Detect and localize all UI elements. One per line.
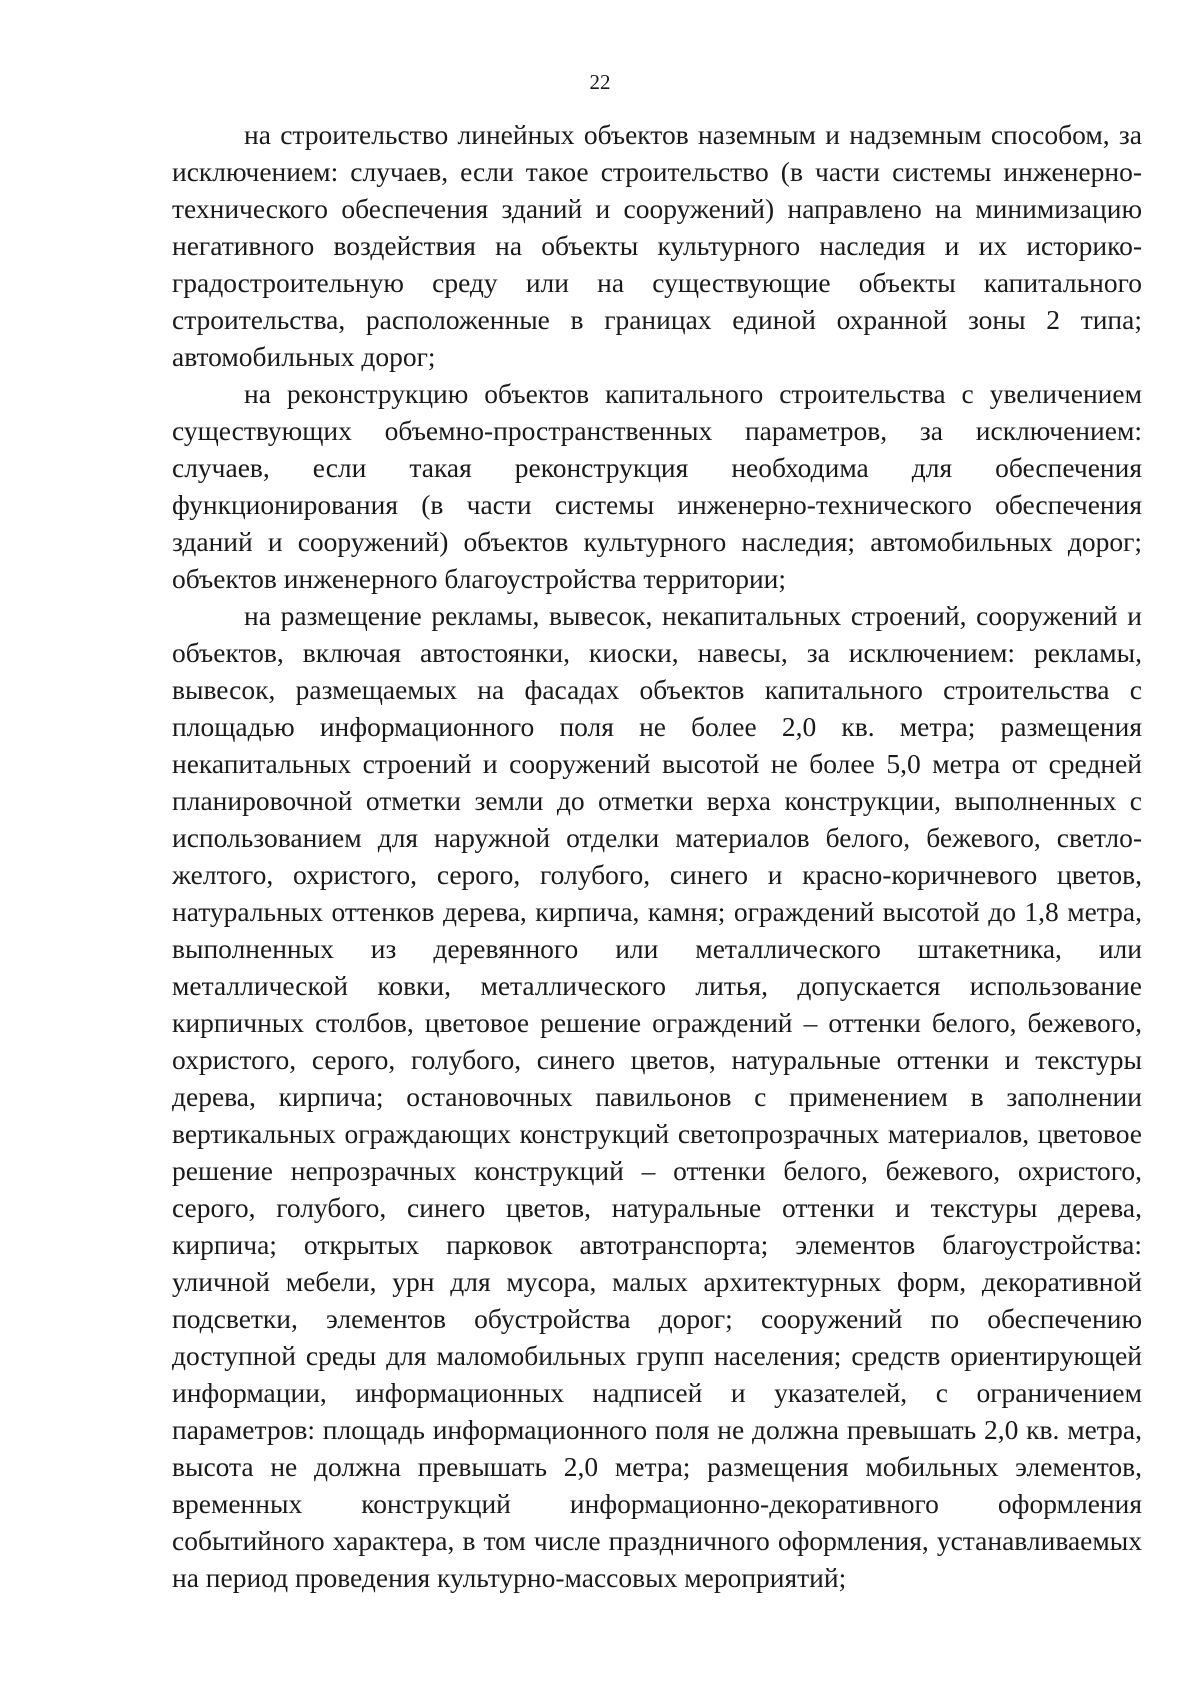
document-body	[172, 116, 1142, 1596]
paragraph-linear-objects-construction: на строительство линейных объектов наземным и надземным способом, за исключением: случаев, если такое строительство (в части системы инженерно-технического обеспечения зданий и сооружений) направлено на минимизацию негативного воздействия на объекты культурного наследия и их историко-градостроительную среду или на существующие объекты капитального строительства, расположенные в границах единой охранной зоны 2 типа; автомобильных дорог;	[172, 119, 1142, 372]
page-number: 22	[589, 70, 611, 94]
paragraph-reconstruction: на реконструкцию объектов капитального строительства с увеличением существующих объемно-пространственных параметров, за исключением: случаев, если такая реконструкция необходима для обеспечения функционирования (в части системы инженерно-технического обеспечения зданий и сооружений) объектов культурного наследия; автомобильных дорог; объектов инженерного благоустройства территории;	[172, 378, 1142, 594]
paragraph-advertising-placement: на размещение рекламы, вывесок, некапитальных строений, сооружений и объектов, включая автостоянки, киоски, навесы, за исключением: рекламы, вывесок, размещаемых на фасадах объектов капитального строительства с площадью информационного поля не более 2,0 кв. метра; размещения некапитальных строений и сооружений высотой не более 5,0 метра от средней планировочной отметки земли до отметки верха конструкции, выполненных с использованием для наружной отделки материалов белого, бежевого, светло-желтого, охристого, серого, голубого, синего и красно-коричневого цветов, натуральных оттенков дерева, кирпича, камня; ограждений высотой до 1,8 метра, выполненных из деревянного или металлического штакетника, или металлической ковки, металлического литья, допускается использование кирпичных столбов, цветовое решение ограждений – оттенки белого, бежевого, охристого, серого, голубого, синего цветов, натуральные оттенки и текстуры дерева, кирпича; остановочных павильонов с применением в заполнении вертикальных ограждающих конструкций светопрозрачных материалов, цветовое решение непрозрачных конструкций – оттенки белого, бежевого, охристого, серого, голубого, синего цветов, натуральные оттенки и текстуры дерева, кирпича; открытых парковок автотранспорта; элементов благоустройства: уличной мебели, урн для мусора, малых архитектурных форм, декоративной подсветки, элементов обустройства дорог; сооружений по обеспечению доступной среды для маломобильных групп населения; средств ориентирующей информации, информационных надписей и указателей, с ограничением параметров: площадь информационного поля не должна превышать 2,0 кв. метра, высота не должна превышать 2,0 метра; размещения мобильных элементов, временных конструкций информационно-декоративного оформления событийного характера, в том числе праздничного оформления, устанавливаемых на период проведения культурно-массовых мероприятий;	[172, 600, 1142, 1593]
